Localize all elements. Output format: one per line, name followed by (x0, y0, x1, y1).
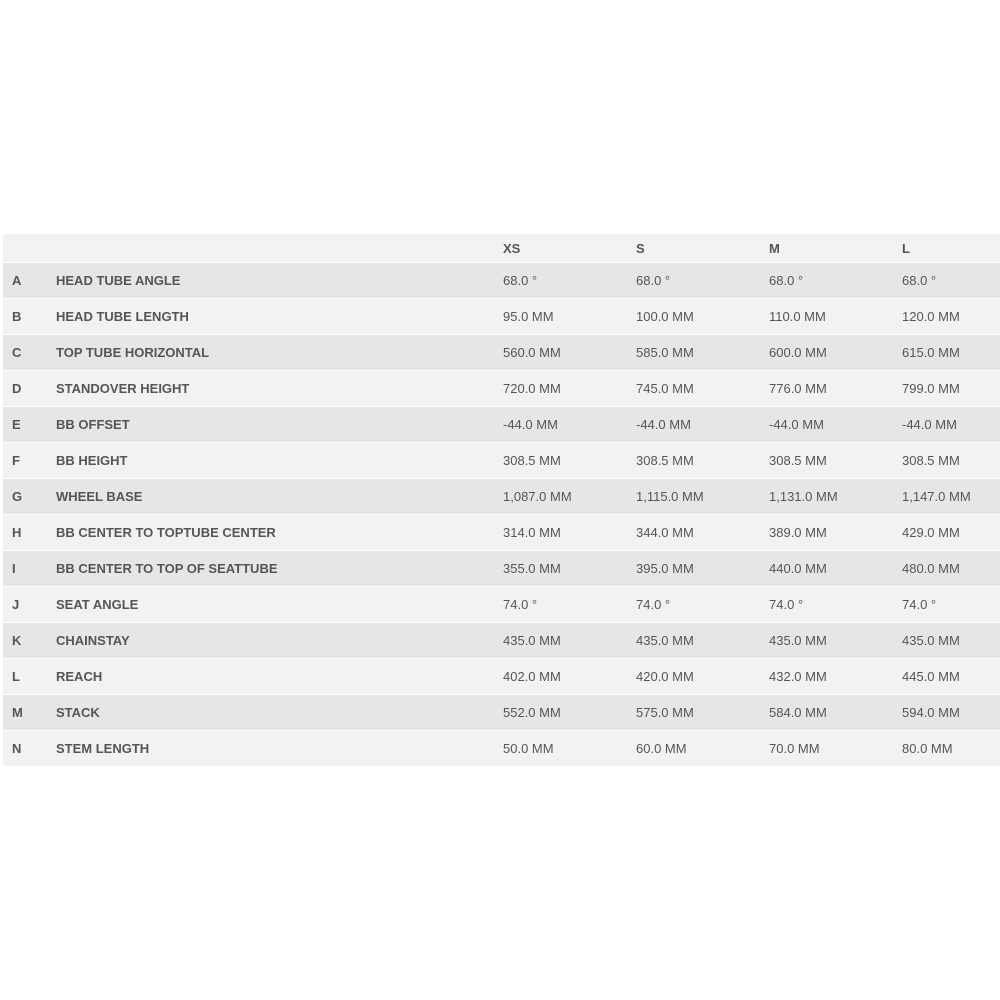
row-value-xs: 402.0 MM (503, 669, 561, 684)
row-label: STACK (56, 705, 100, 720)
row-value-s: -44.0 MM (636, 417, 691, 432)
row-value-s: 308.5 MM (636, 453, 694, 468)
row-value-m: 584.0 MM (769, 705, 827, 720)
table-header-row (3, 234, 1000, 263)
row-value-l: 435.0 MM (902, 633, 960, 648)
row-value-xs: -44.0 MM (503, 417, 558, 432)
row-value-m: -44.0 MM (769, 417, 824, 432)
row-value-l: 594.0 MM (902, 705, 960, 720)
row-value-m: 435.0 MM (769, 633, 827, 648)
row-letter: A (12, 273, 22, 288)
row-label: HEAD TUBE LENGTH (56, 309, 189, 324)
row-value-s: 60.0 MM (636, 741, 687, 756)
row-value-xs: 560.0 MM (503, 345, 561, 360)
table-row (3, 299, 1000, 335)
row-label: HEAD TUBE ANGLE (56, 273, 181, 288)
table-row (3, 335, 1000, 371)
header-size-l: L (902, 240, 910, 256)
row-value-xs: 435.0 MM (503, 633, 561, 648)
table-row (3, 443, 1000, 479)
row-value-xs: 355.0 MM (503, 561, 561, 576)
row-value-l: 480.0 MM (902, 561, 960, 576)
row-value-m: 600.0 MM (769, 345, 827, 360)
row-letter: N (12, 741, 22, 756)
row-label: CHAINSTAY (56, 633, 130, 648)
header-size-m: M (769, 240, 780, 256)
row-label: BB CENTER TO TOP OF SEATTUBE (56, 561, 278, 576)
row-letter: L (12, 669, 20, 684)
row-label: BB CENTER TO TOPTUBE CENTER (56, 525, 276, 540)
row-value-m: 308.5 MM (769, 453, 827, 468)
row-value-m: 432.0 MM (769, 669, 827, 684)
row-value-l: 68.0 ° (902, 273, 937, 288)
row-value-s: 344.0 MM (636, 525, 694, 540)
table-row (3, 659, 1000, 695)
row-value-s: 74.0 ° (636, 597, 671, 612)
row-value-s: 100.0 MM (636, 309, 694, 324)
row-value-l: 74.0 ° (902, 597, 937, 612)
row-value-m: 440.0 MM (769, 561, 827, 576)
row-value-s: 575.0 MM (636, 705, 694, 720)
row-value-m: 776.0 MM (769, 381, 827, 396)
row-value-xs: 95.0 MM (503, 309, 554, 324)
row-letter: M (12, 705, 23, 720)
row-letter: I (12, 561, 16, 576)
row-value-xs: 314.0 MM (503, 525, 561, 540)
table-row (3, 371, 1000, 407)
row-value-s: 68.0 ° (636, 273, 671, 288)
row-letter: K (12, 633, 22, 648)
row-value-m: 110.0 MM (769, 309, 826, 324)
row-letter: J (12, 597, 20, 612)
row-value-xs: 720.0 MM (503, 381, 561, 396)
row-value-m: 1,131.0 MM (769, 489, 838, 504)
table-row (3, 263, 1000, 299)
row-value-s: 745.0 MM (636, 381, 694, 396)
row-value-l: 615.0 MM (902, 345, 960, 360)
row-label: WHEEL BASE (56, 489, 143, 504)
row-value-xs: 74.0 ° (503, 597, 538, 612)
row-value-s: 1,115.0 MM (636, 489, 704, 504)
row-letter: H (12, 525, 22, 540)
header-size-xs: XS (503, 240, 521, 256)
row-value-s: 420.0 MM (636, 669, 694, 684)
row-letter: C (12, 345, 22, 360)
row-value-l: 445.0 MM (902, 669, 960, 684)
row-letter: B (12, 309, 22, 324)
row-value-m: 74.0 ° (769, 597, 804, 612)
row-value-s: 395.0 MM (636, 561, 694, 576)
row-value-m: 389.0 MM (769, 525, 827, 540)
row-label: STANDOVER HEIGHT (56, 381, 190, 396)
row-value-l: 80.0 MM (902, 741, 953, 756)
table-row (3, 587, 1000, 623)
table-row (3, 731, 1000, 767)
row-label: TOP TUBE HORIZONTAL (56, 345, 210, 360)
row-label: BB HEIGHT (56, 453, 128, 468)
geometry-table (3, 234, 1000, 767)
row-letter: F (12, 453, 20, 468)
table-row (3, 695, 1000, 731)
table-row (3, 623, 1000, 659)
row-value-l: 429.0 MM (902, 525, 960, 540)
row-value-xs: 308.5 MM (503, 453, 561, 468)
table-row (3, 479, 1000, 515)
row-value-xs: 68.0 ° (503, 273, 538, 288)
row-value-s: 435.0 MM (636, 633, 694, 648)
table-row (3, 515, 1000, 551)
row-value-xs: 1,087.0 MM (503, 489, 572, 504)
row-value-s: 585.0 MM (636, 345, 694, 360)
row-value-m: 70.0 MM (769, 741, 820, 756)
header-size-s: S (636, 240, 645, 256)
row-value-m: 68.0 ° (769, 273, 804, 288)
row-letter: G (12, 489, 23, 504)
row-value-l: 308.5 MM (902, 453, 960, 468)
row-value-xs: 50.0 MM (503, 741, 554, 756)
row-label: REACH (56, 669, 103, 684)
table-row (3, 551, 1000, 587)
row-label: SEAT ANGLE (56, 597, 139, 612)
row-value-xs: 552.0 MM (503, 705, 561, 720)
row-letter: D (12, 381, 22, 396)
row-label: STEM LENGTH (56, 741, 150, 756)
table-row (3, 407, 1000, 443)
table-body (3, 263, 1000, 767)
row-value-l: 120.0 MM (902, 309, 960, 324)
row-value-l: 799.0 MM (902, 381, 960, 396)
row-value-l: -44.0 MM (902, 417, 957, 432)
row-value-l: 1,147.0 MM (902, 489, 971, 504)
row-letter: E (12, 417, 21, 432)
row-label: BB OFFSET (56, 417, 130, 432)
